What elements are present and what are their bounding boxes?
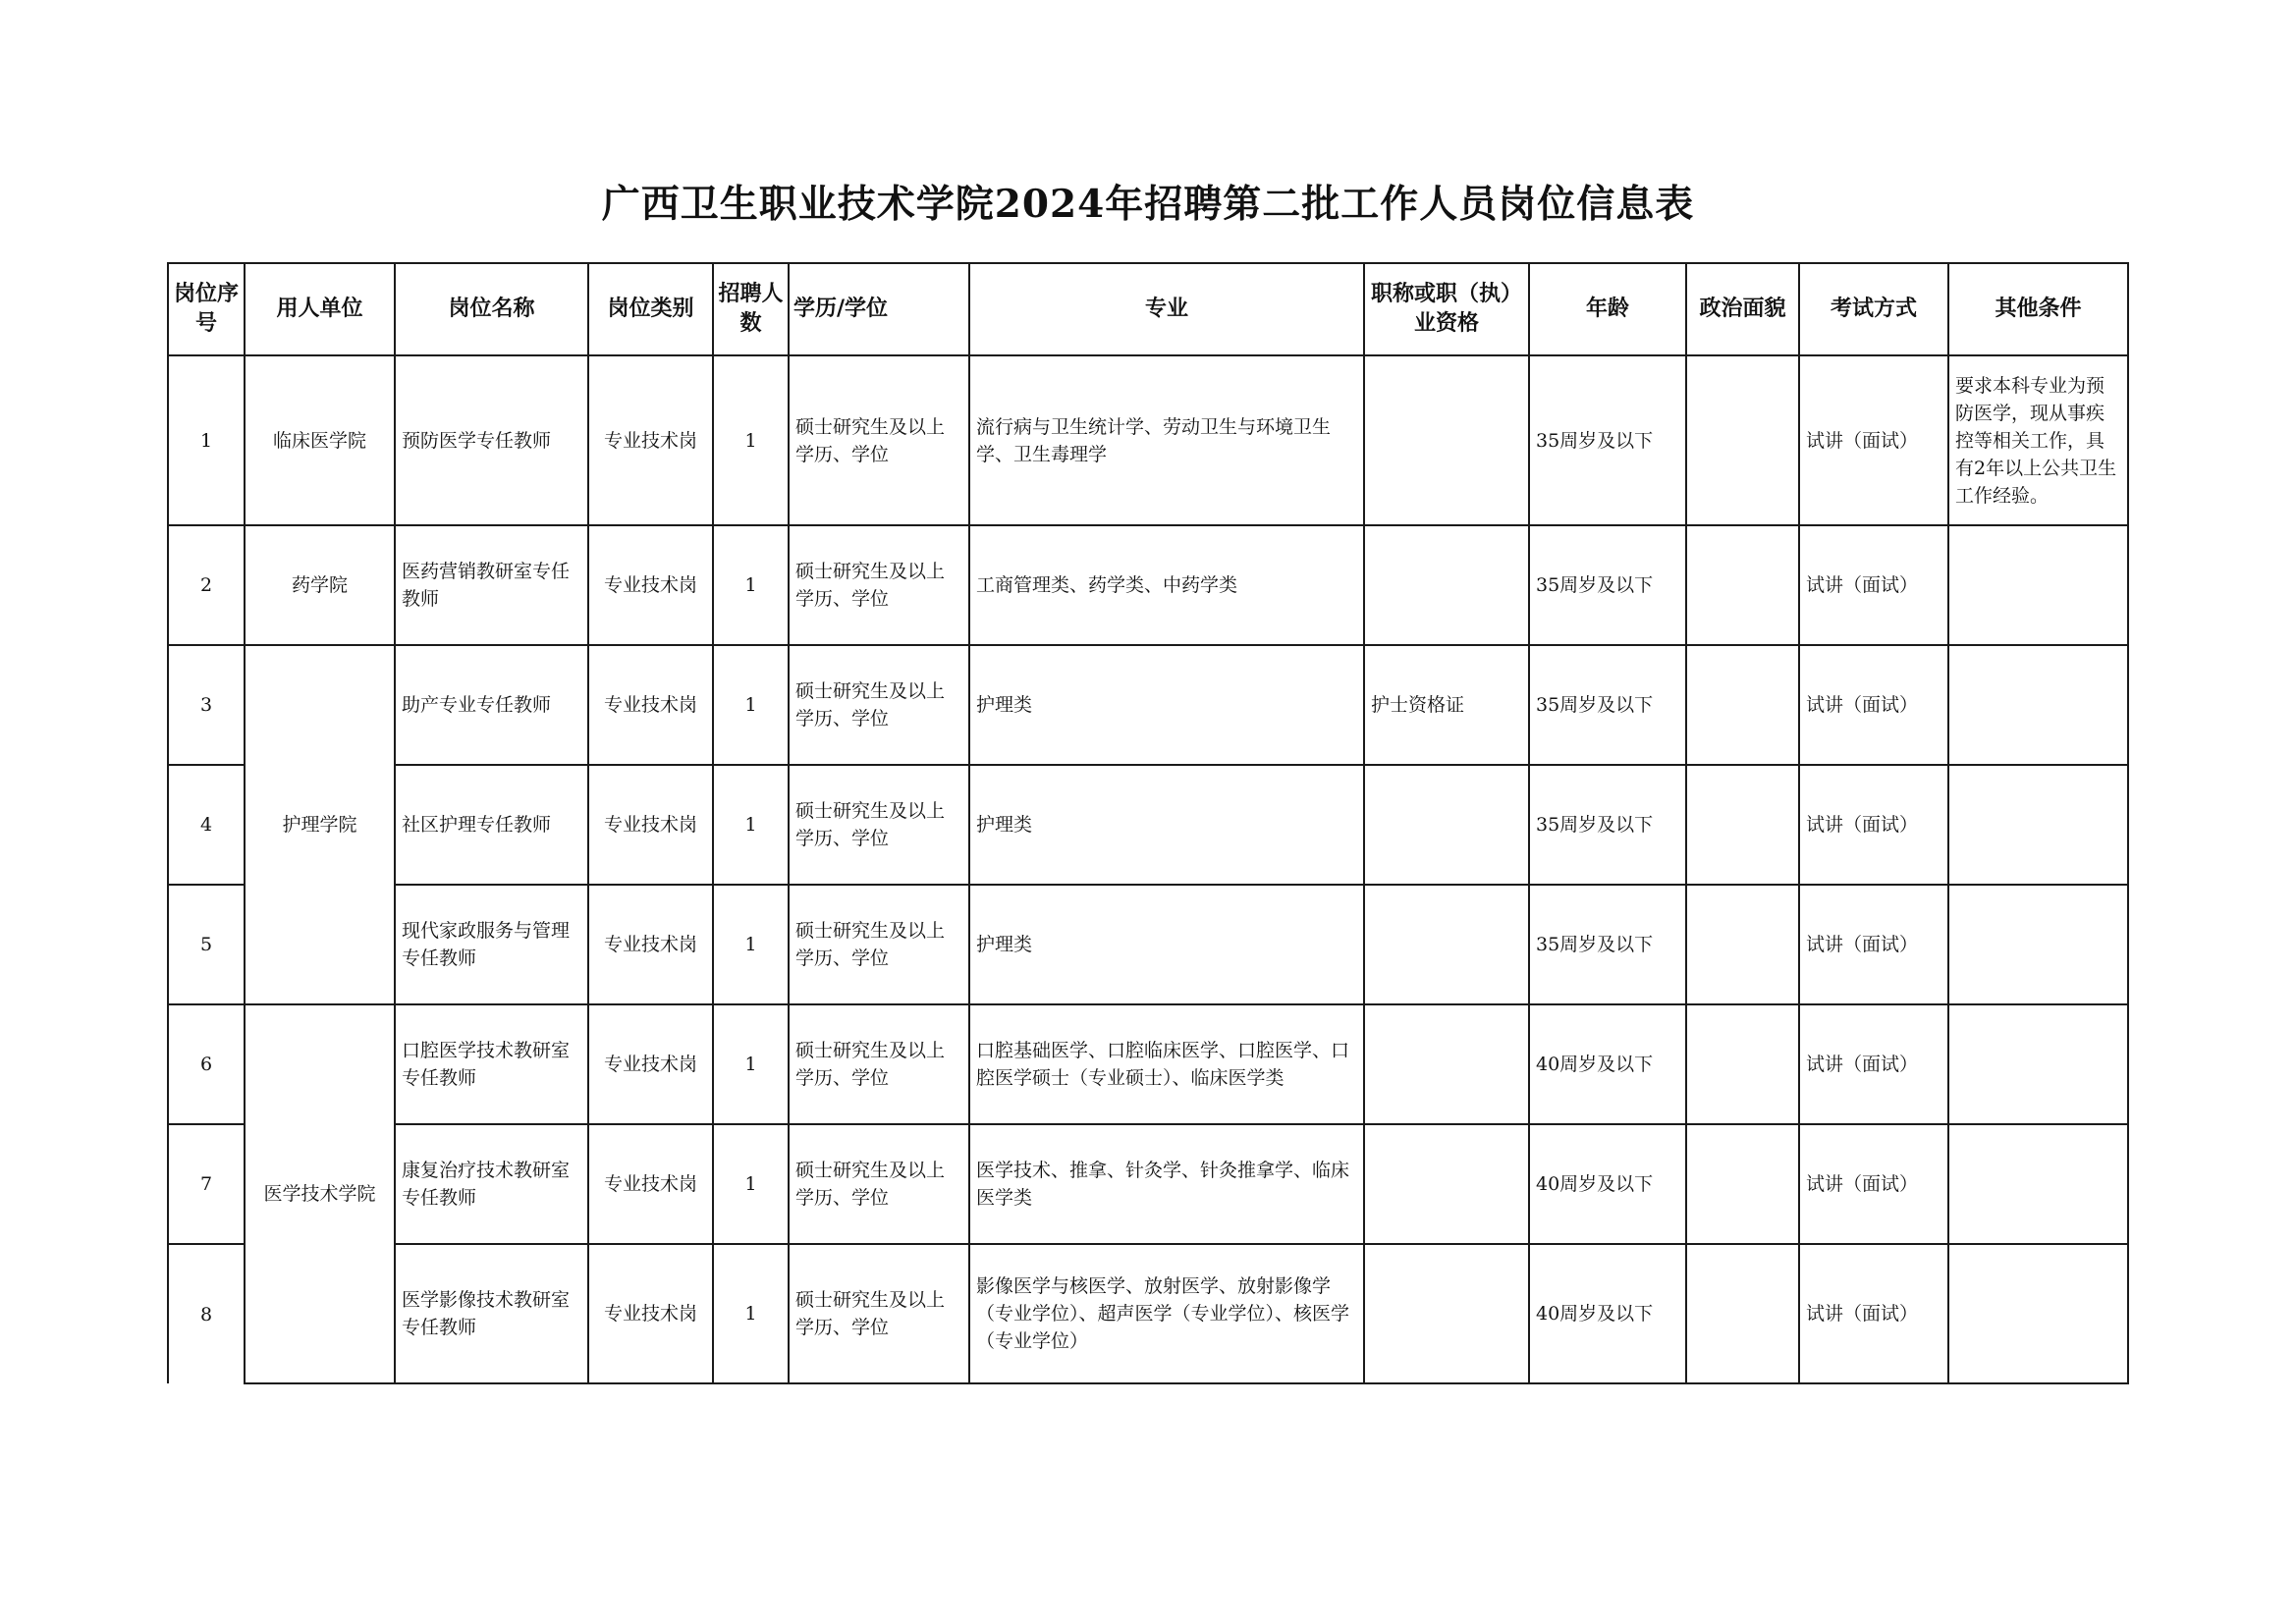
cell-category: 专业技术岗 [588,1124,713,1244]
cell-age: 35周岁及以下 [1529,355,1686,525]
cell-exam: 试讲（面试） [1799,1124,1948,1244]
position-info-table [167,262,2129,1384]
table-row [168,525,2128,645]
cell-political [1686,355,1799,525]
cell-other [1948,1244,2128,1383]
cell-category: 专业技术岗 [588,355,713,525]
cell-political [1686,1244,1799,1383]
cell-other [1948,885,2128,1004]
cell-qualification [1364,525,1529,645]
cell-qualification [1364,355,1529,525]
header-seq: 岗位序号 [168,263,245,355]
cell-education: 硕士研究生及以上学历、学位 [789,885,969,1004]
cell-major: 护理类 [969,765,1364,885]
cell-other [1948,765,2128,885]
header-age: 年龄 [1529,263,1686,355]
cell-other [1948,645,2128,765]
cell-post: 现代家政服务与管理专任教师 [395,885,588,1004]
table-row [168,355,2128,525]
cell-qualification [1364,1004,1529,1124]
cell-exam: 试讲（面试） [1799,885,1948,1004]
cell-post: 医药营销教研室专任教师 [395,525,588,645]
page-title: 广西卫生职业技术学院2024年招聘第二批工作人员岗位信息表 [601,182,1695,227]
cell-seq: 5 [168,885,245,1004]
cell-age: 40周岁及以下 [1529,1004,1686,1124]
header-unit: 用人单位 [245,263,395,355]
header-post: 岗位名称 [395,263,588,355]
table-row [168,1124,2128,1244]
cell-other [1948,525,2128,645]
table-row [168,1244,2128,1383]
cell-age: 35周岁及以下 [1529,645,1686,765]
table-row [168,1004,2128,1124]
cell-political [1686,645,1799,765]
cell-other [1948,1124,2128,1244]
cell-count: 1 [713,525,789,645]
cell-major: 医学技术、推拿、针灸学、针灸推拿学、临床医学类 [969,1124,1364,1244]
cell-major: 口腔基础医学、口腔临床医学、口腔医学、口腔医学硕士（专业硕士）、临床医学类 [969,1004,1364,1124]
cell-category: 专业技术岗 [588,1004,713,1124]
cell-exam: 试讲（面试） [1799,355,1948,525]
cell-post: 预防医学专任教师 [395,355,588,525]
cell-political [1686,1124,1799,1244]
cell-exam: 试讲（面试） [1799,1004,1948,1124]
cell-category: 专业技术岗 [588,765,713,885]
table-row [168,885,2128,1004]
cell-seq: 2 [168,525,245,645]
cell-other [1948,1004,2128,1124]
cell-age: 40周岁及以下 [1529,1244,1686,1383]
cell-unit: 临床医学院 [245,355,395,525]
cell-major: 影像医学与核医学、放射医学、放射影像学（专业学位）、超声医学（专业学位）、核医学（专业学位） [969,1244,1364,1383]
cell-age: 35周岁及以下 [1529,765,1686,885]
cell-exam: 试讲（面试） [1799,1244,1948,1383]
cell-qualification [1364,885,1529,1004]
cell-seq: 3 [168,645,245,765]
cell-education: 硕士研究生及以上学历、学位 [789,1124,969,1244]
header-other: 其他条件 [1948,263,2128,355]
cell-count: 1 [713,1124,789,1244]
cell-major: 工商管理类、药学类、中药学类 [969,525,1364,645]
header-category: 岗位类别 [588,263,713,355]
cell-count: 1 [713,765,789,885]
cell-unit: 医学技术学院 [245,1004,395,1383]
cell-count: 1 [713,1004,789,1124]
header-count: 招聘人数 [713,263,789,355]
table-row [168,765,2128,885]
cell-seq: 6 [168,1004,245,1124]
table-header-row [168,263,2128,355]
cell-post: 助产专业专任教师 [395,645,588,765]
header-major: 专业 [969,263,1364,355]
cell-political [1686,885,1799,1004]
cell-post: 社区护理专任教师 [395,765,588,885]
cell-other: 要求本科专业为预防医学，现从事疾控等相关工作，具有2年以上公共卫生工作经验。 [1948,355,2128,525]
cell-count: 1 [713,1244,789,1383]
cell-post: 康复治疗技术教研室专任教师 [395,1124,588,1244]
cell-age: 35周岁及以下 [1529,525,1686,645]
cell-post: 口腔医学技术教研室专任教师 [395,1004,588,1124]
cell-qualification [1364,765,1529,885]
cell-seq: 1 [168,355,245,525]
cell-exam: 试讲（面试） [1799,645,1948,765]
cell-exam: 试讲（面试） [1799,765,1948,885]
table-row [168,645,2128,765]
cell-seq: 7 [168,1124,245,1244]
cell-unit: 护理学院 [245,645,395,1004]
cell-seq: 4 [168,765,245,885]
cell-unit: 药学院 [245,525,395,645]
cell-count: 1 [713,355,789,525]
cell-education: 硕士研究生及以上学历、学位 [789,645,969,765]
cell-count: 1 [713,645,789,765]
cell-category: 专业技术岗 [588,525,713,645]
cell-major: 护理类 [969,885,1364,1004]
cell-education: 硕士研究生及以上学历、学位 [789,1244,969,1383]
header-qualification: 职称或职（执）业资格 [1364,263,1529,355]
cell-seq: 8 [168,1244,245,1383]
cell-age: 40周岁及以下 [1529,1124,1686,1244]
cell-category: 专业技术岗 [588,885,713,1004]
cell-qualification [1364,1244,1529,1383]
cell-category: 专业技术岗 [588,645,713,765]
cell-category: 专业技术岗 [588,1244,713,1383]
cell-major: 护理类 [969,645,1364,765]
header-exam: 考试方式 [1799,263,1948,355]
cell-education: 硕士研究生及以上学历、学位 [789,525,969,645]
cell-age: 35周岁及以下 [1529,885,1686,1004]
header-political: 政治面貌 [1686,263,1799,355]
cell-qualification: 护士资格证 [1364,645,1529,765]
cell-education: 硕士研究生及以上学历、学位 [789,355,969,525]
cell-count: 1 [713,885,789,1004]
header-education: 学历/学位 [789,263,969,355]
cell-education: 硕士研究生及以上学历、学位 [789,765,969,885]
cell-education: 硕士研究生及以上学历、学位 [789,1004,969,1124]
cell-major: 流行病与卫生统计学、劳动卫生与环境卫生学、卫生毒理学 [969,355,1364,525]
cell-political [1686,765,1799,885]
cell-exam: 试讲（面试） [1799,525,1948,645]
cell-political [1686,525,1799,645]
cell-political [1686,1004,1799,1124]
cell-post: 医学影像技术教研室专任教师 [395,1244,588,1383]
cell-qualification [1364,1124,1529,1244]
